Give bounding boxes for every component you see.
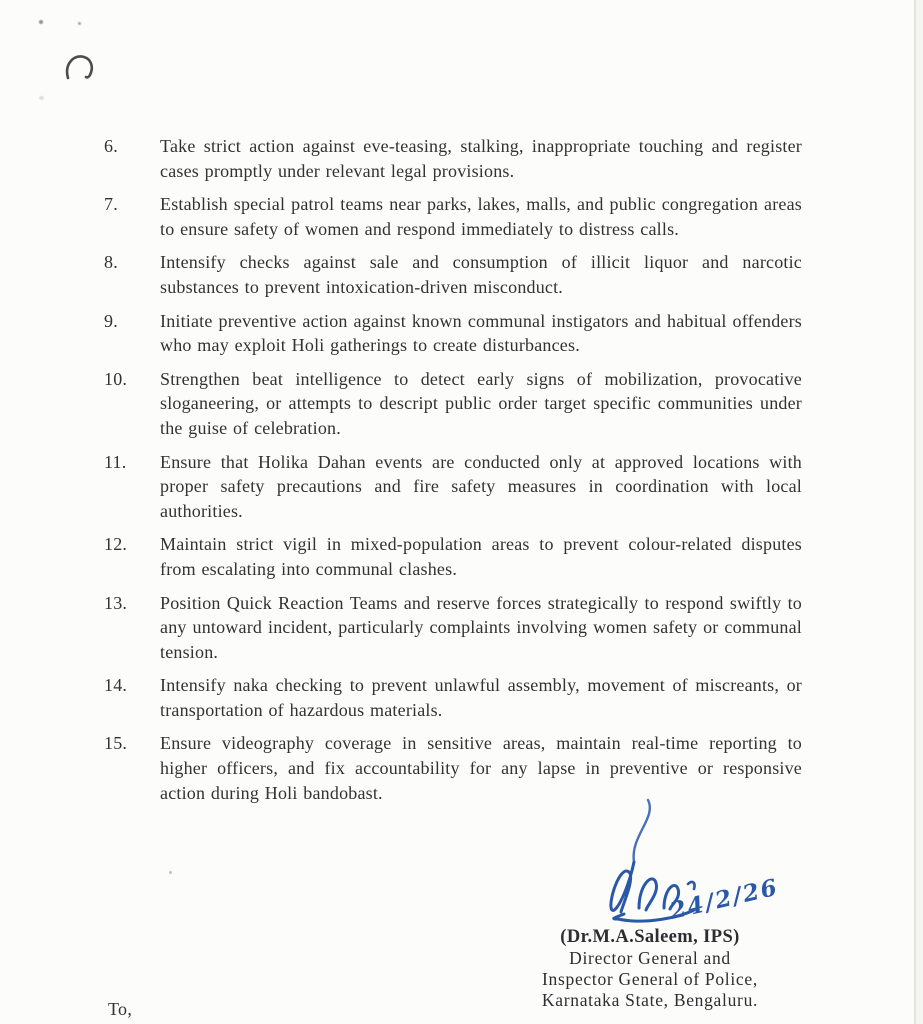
page-edge-strip — [916, 0, 923, 1024]
pen-stroke-mark — [64, 52, 100, 84]
item-text: Initiate preventive action against known communal instigators and habitual offenders who may exploit Holi gatherings to create disturbances. — [160, 310, 802, 356]
list-item — [104, 532, 802, 581]
list-item — [104, 673, 802, 722]
item-text: Position Quick Reaction Teams and reserve forces strategically to respond swiftly to any untoward incident, particularly complaints involving women safety or communal tension. — [160, 592, 802, 662]
item-number: 12. — [104, 534, 128, 555]
list-item — [104, 134, 802, 183]
signatory-name: (Dr.M.A.Saleem, IPS) — [560, 927, 740, 947]
list-item — [104, 192, 802, 241]
item-number: 8. — [104, 252, 118, 273]
item-text: Ensure videography coverage in sensitive areas, maintain real-time reporting to higher officers, and fix accountability for any lapse in preventive or responsive action during Holi bandobast. — [160, 733, 802, 803]
list-item — [104, 309, 802, 358]
item-text: Intensify checks against sale and consumption of illicit liquor and narcotic substances to prevent intoxication-driven misconduct. — [160, 252, 802, 297]
ink-dot-artifact — [78, 22, 81, 25]
item-number: 6. — [104, 136, 118, 156]
list-item — [104, 250, 802, 299]
item-number: 11. — [104, 451, 127, 472]
signatory-location: Karnataka State, Bengaluru. — [541, 989, 759, 1010]
item-text: Ensure that Holika Dahan events are conducted only at approved locations with proper safety precautions and fire safety measures in coordination with local authorities. — [160, 451, 802, 521]
list-item — [104, 591, 802, 665]
item-text: Take strict action against eve-teasing, stalking, inappropriate touching and register cases promptly under relevant legal provisions. — [160, 136, 802, 181]
directives-list — [104, 134, 802, 814]
item-text: Maintain strict vigil in mixed-population areas to prevent colour-related disputes from escalating into communal clashes. — [160, 534, 802, 579]
item-number: 7. — [104, 194, 118, 215]
item-number: 9. — [104, 310, 118, 331]
signature-scribble — [598, 792, 818, 932]
item-number: 14. — [104, 675, 128, 696]
page-edge-line — [914, 0, 916, 1024]
signature-date-scribble: 24/2/26 — [667, 873, 782, 925]
smudge-artifact — [39, 96, 44, 100]
item-number: 13. — [104, 592, 128, 613]
list-item — [104, 367, 802, 441]
ink-dot-artifact — [169, 871, 172, 874]
item-text: Intensify naka checking to prevent unlawful assembly, movement of miscreants, or transportation of hazardous materials. — [160, 675, 802, 720]
signatory-block — [518, 926, 782, 1010]
list-item — [104, 450, 802, 524]
item-number: 15. — [104, 733, 128, 754]
item-text: Establish special patrol teams near parks, lakes, malls, and public congregation areas to ensure safety of women and respond immediately to distress calls. — [160, 194, 802, 239]
item-text: Strengthen beat intelligence to detect early signs of mobilization, provocative sloganeering, or attempts to descript public order target specific communities under the guise of celebration. — [160, 368, 802, 438]
signatory-designation: Inspector General of Police, — [542, 968, 758, 989]
ink-dot-artifact — [39, 20, 43, 24]
signatory-designation: Director General and — [569, 948, 731, 968]
salutation-to: To, — [108, 999, 133, 1019]
item-number: 10. — [104, 368, 128, 389]
